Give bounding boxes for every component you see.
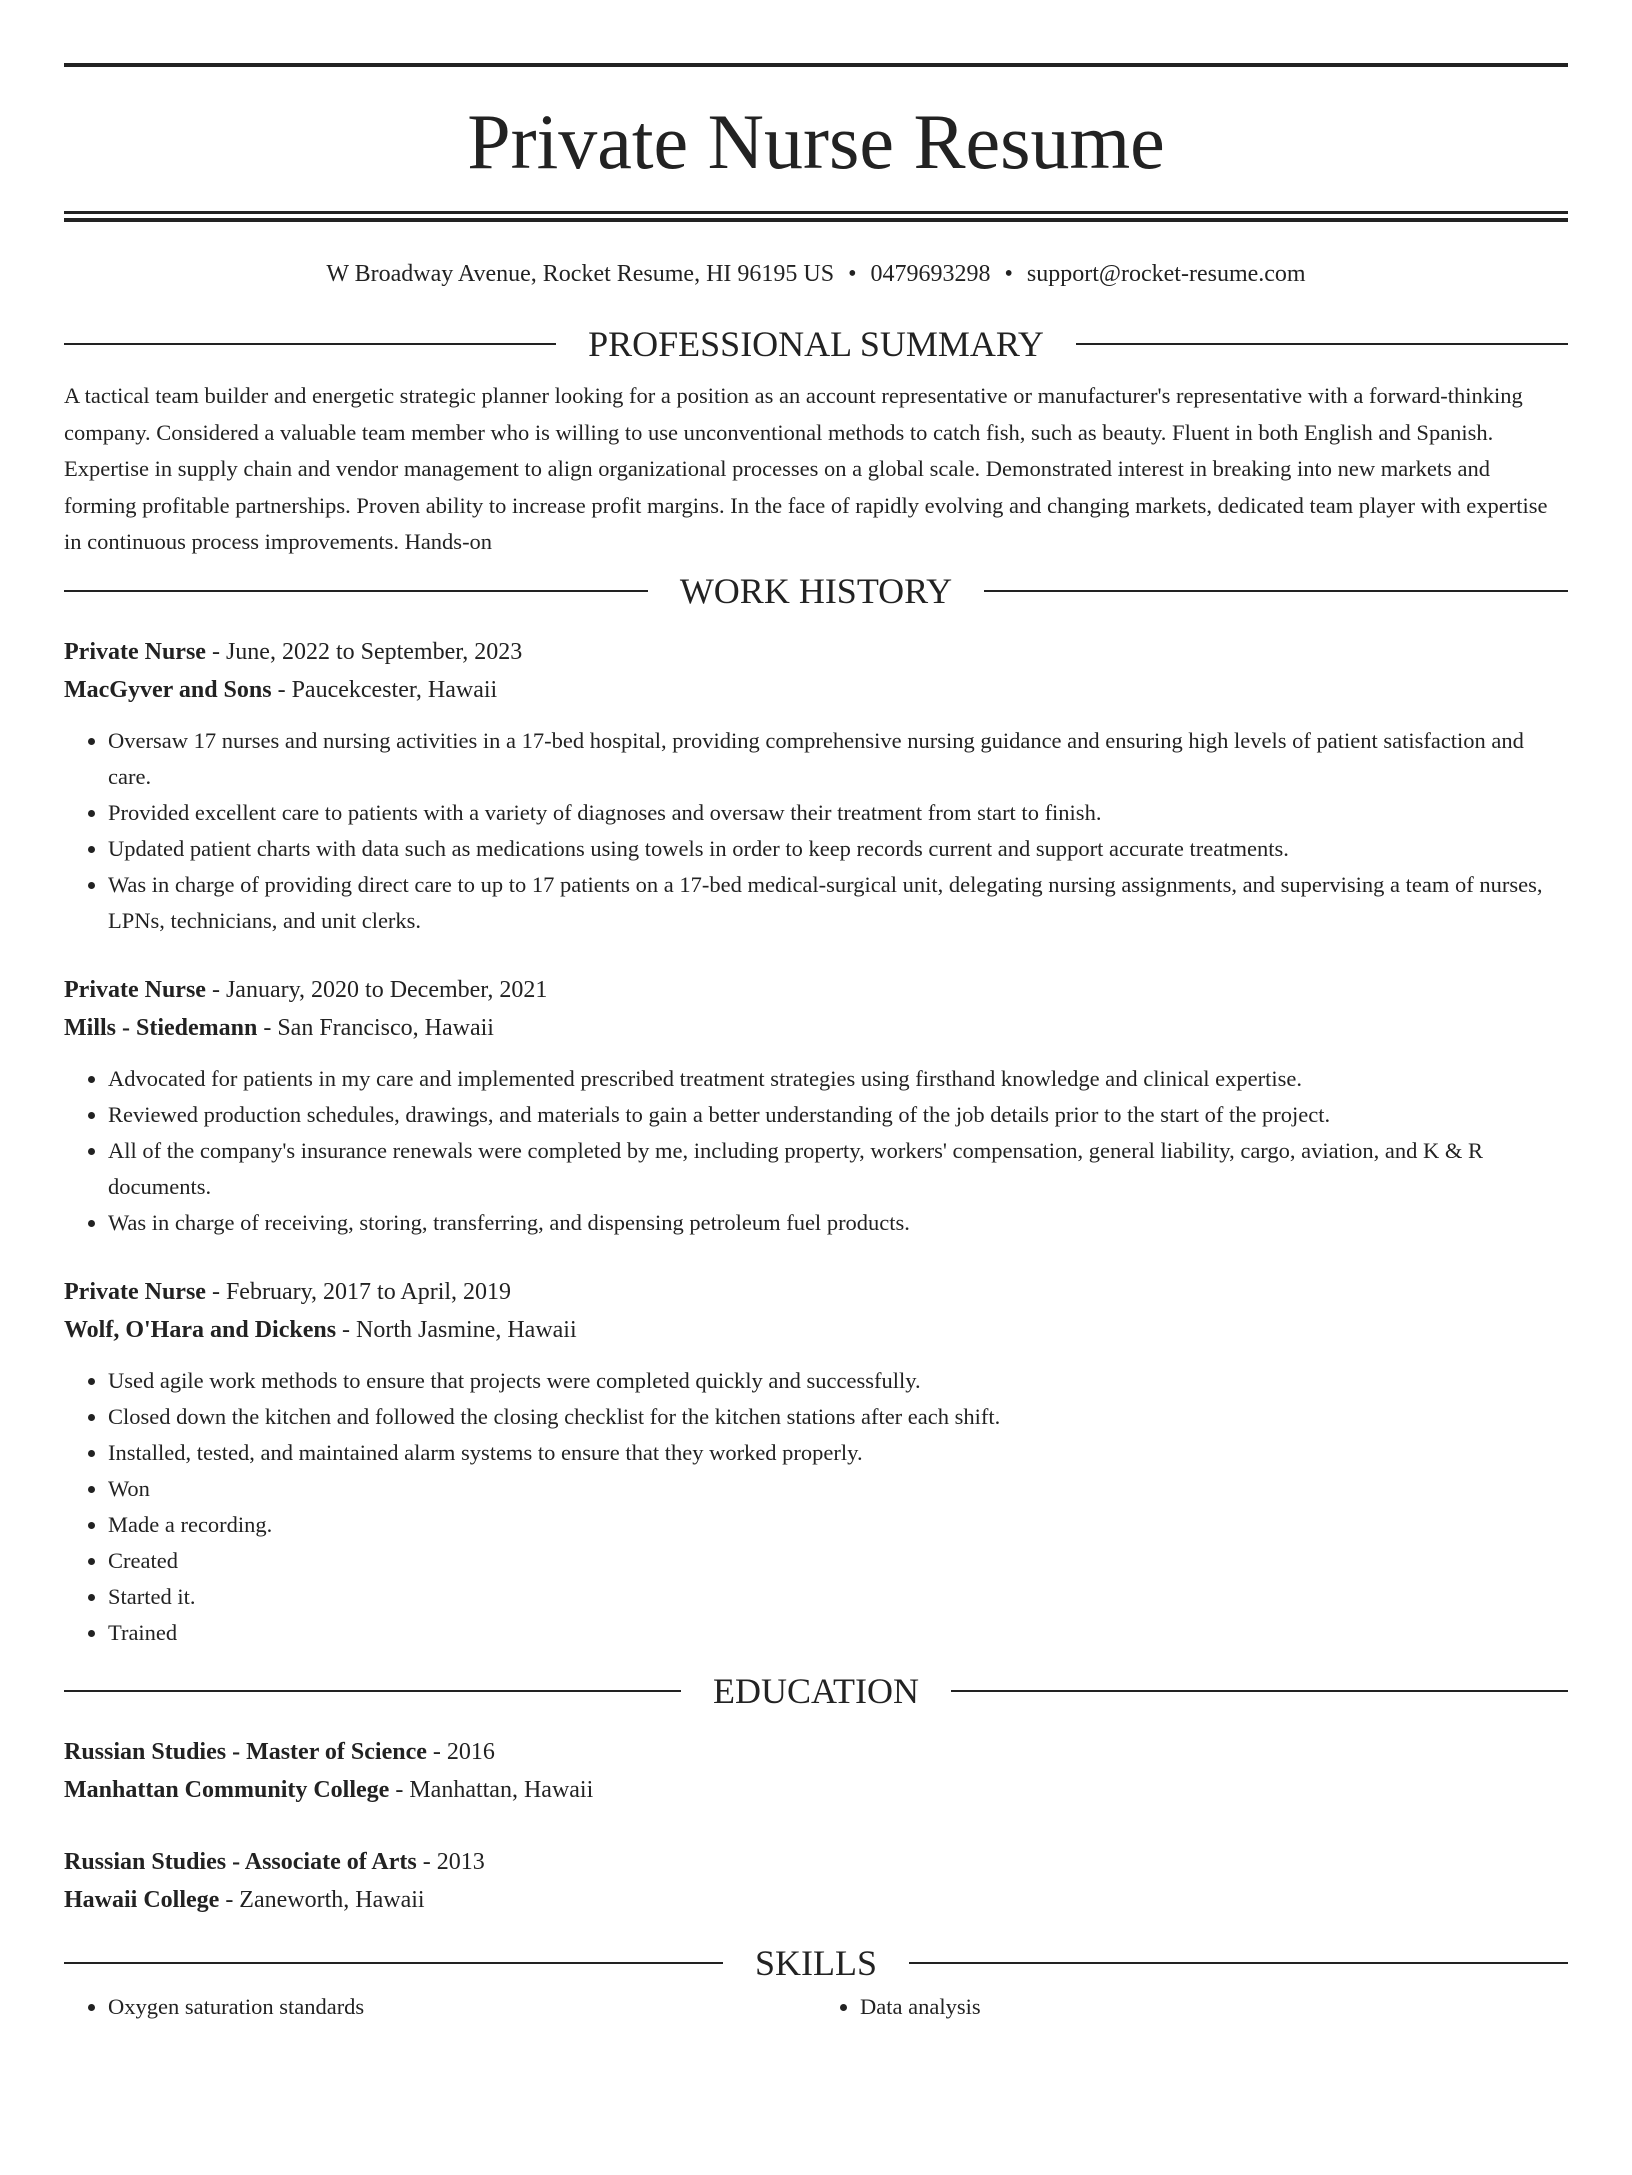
job-bullets <box>64 1061 1568 1241</box>
job-bullets <box>64 1363 1568 1651</box>
education-entry <box>64 1733 1568 1809</box>
job-bullets <box>64 723 1568 939</box>
skills-column-right <box>816 1989 1568 2025</box>
summary-text: A tactical team builder and energetic strategic planner looking for a position as an account representative or manufacturer's representative with a forward-thinking company. Considered a valuable team member who is willing to use unconventional methods to catch fish, such as beauty. Fluent in both English and Spanish. Expertise in supply chain and vendor management to align organizational processes on a global scale. Demonstrated interest in breaking into new markets and forming profitable partnerships. Proven ability to increase profit margins. In the face of rapidly evolving and changing markets, dedicated team player with expertise in continuous process improvements. Hands-on <box>64 383 1548 554</box>
contact-separator: • <box>1004 261 1013 287</box>
job-company-line <box>64 1311 1568 1349</box>
section-header-summary <box>64 326 1568 362</box>
education-entry <box>64 1843 1568 1919</box>
section-rule-right <box>984 590 1568 592</box>
list-item: • Closed down the kitchen and followed the closing checklist for the kitchen stations after each shift. <box>108 1399 1568 1435</box>
list-item: • Started it. <box>108 1579 1568 1615</box>
education-school-line <box>64 1771 1568 1809</box>
list-item: • Updated patient charts with data such as medications using towels in order to keep records current and support accurate treatments. <box>108 831 1568 867</box>
education-location: - Zaneworth, Hawaii <box>219 1886 425 1913</box>
job-entry <box>64 633 1568 939</box>
job-location: - Paucekcester, Hawaii <box>271 676 498 703</box>
education-school-line <box>64 1881 1568 1919</box>
list-item: • Advocated for patients in my care and implemented prescribed treatment strategies using firsthand knowledge and clinical expertise. <box>108 1061 1568 1097</box>
list-item: • Oxygen saturation standards <box>108 1989 816 2025</box>
job-dates: - January, 2020 to December, 2021 <box>205 976 548 1003</box>
section-rule-right <box>951 1690 1568 1692</box>
list-item: • Data analysis <box>860 1989 1568 2025</box>
section-rule-left <box>64 1690 681 1692</box>
job-location: - San Francisco, Hawaii <box>257 1014 494 1041</box>
contact-address: W Broadway Avenue, Rocket Resume, HI 96195 US <box>326 261 835 287</box>
section-rule-right <box>1076 343 1568 345</box>
job-company-line <box>64 1009 1568 1047</box>
skills-grid <box>64 1989 1568 2025</box>
section-rule-left <box>64 590 648 592</box>
education-location: - Manhattan, Hawaii <box>389 1776 594 1803</box>
contact-phone: 0479693298 <box>870 261 991 287</box>
job-dates: - February, 2017 to April, 2019 <box>205 1278 512 1305</box>
section-rule-left <box>64 1962 723 1964</box>
education-degree: Russian Studies - Associate of Arts <box>64 1848 417 1875</box>
job-title-line <box>64 633 1568 671</box>
list-item: • Oversaw 17 nurses and nursing activities in a 17-bed hospital, providing comprehensive nursing guidance and ensuring high levels of patient satisfaction and care. <box>108 723 1568 795</box>
list-item: • Provided excellent care to patients with a variety of diagnoses and oversaw their treatment from start to finish. <box>108 795 1568 831</box>
education-school: Manhattan Community College <box>64 1776 390 1803</box>
job-role: Private Nurse <box>64 976 206 1003</box>
job-title-line <box>64 1273 1568 1311</box>
section-title-education: EDUCATION <box>713 1670 919 1711</box>
resume-title: Private Nurse Resume <box>467 98 1165 185</box>
job-role: Private Nurse <box>64 1278 206 1305</box>
list-item: • Reviewed production schedules, drawings, and materials to gain a better understanding of the job details prior to the start of the project. <box>108 1097 1568 1133</box>
contact-separator: • <box>848 261 857 287</box>
job-company-line <box>64 671 1568 709</box>
job-entry <box>64 1273 1568 1651</box>
section-header-skills <box>64 1942 1568 1983</box>
education-year: - 2013 <box>416 1848 485 1875</box>
list-item: • Won <box>108 1471 1568 1507</box>
skills-column-left <box>64 1989 816 2025</box>
top-rule <box>64 63 1568 67</box>
job-entry <box>64 971 1568 1241</box>
list-item: • Was in charge of providing direct care to up to 17 patients on a 17-bed medical-surgical unit, delegating nursing assignments, and supervising a team of nurses, LPNs, technicians, and unit clerks. <box>108 867 1568 939</box>
education-degree-line <box>64 1733 1568 1771</box>
list-item: • All of the company's insurance renewals were completed by me, including property, workers' compensation, general liability, cargo, aviation, and K & R documents. <box>108 1133 1568 1205</box>
job-company: MacGyver and Sons <box>64 676 272 703</box>
education-degree-line <box>64 1843 1568 1881</box>
job-role: Private Nurse <box>64 638 206 665</box>
education-degree: Russian Studies - Master of Science <box>64 1738 427 1765</box>
section-header-education <box>64 1670 1568 1711</box>
list-item: • Made a recording. <box>108 1507 1568 1543</box>
job-title-line <box>64 971 1568 1009</box>
section-title-skills: SKILLS <box>755 1942 878 1983</box>
job-dates: - June, 2022 to September, 2023 <box>205 638 523 665</box>
job-company: Mills - Stiedemann <box>64 1014 258 1041</box>
resume-page <box>0 63 1632 2175</box>
education-school: Hawaii College <box>64 1886 220 1913</box>
section-title-summary: PROFESSIONAL SUMMARY <box>588 324 1044 364</box>
section-header-work <box>64 570 1568 611</box>
contact-line <box>64 259 1568 289</box>
list-item: • Trained <box>108 1615 1568 1651</box>
list-item: • Created <box>108 1543 1568 1579</box>
section-rule-left <box>64 343 556 345</box>
contact-email: support@rocket-resume.com <box>1026 261 1306 287</box>
section-rule-right <box>909 1962 1568 1964</box>
job-location: - North Jasmine, Hawaii <box>336 1316 577 1343</box>
list-item: • Was in charge of receiving, storing, transferring, and dispensing petroleum fuel products. <box>108 1205 1568 1241</box>
title-double-rule <box>64 211 1568 222</box>
education-year: - 2016 <box>426 1738 495 1765</box>
job-company: Wolf, O'Hara and Dickens <box>64 1316 337 1343</box>
list-item: • Used agile work methods to ensure that projects were completed quickly and successfully. <box>108 1363 1568 1399</box>
section-title-work: WORK HISTORY <box>679 570 953 611</box>
list-item: • Installed, tested, and maintained alarm systems to ensure that they worked properly. <box>108 1435 1568 1471</box>
